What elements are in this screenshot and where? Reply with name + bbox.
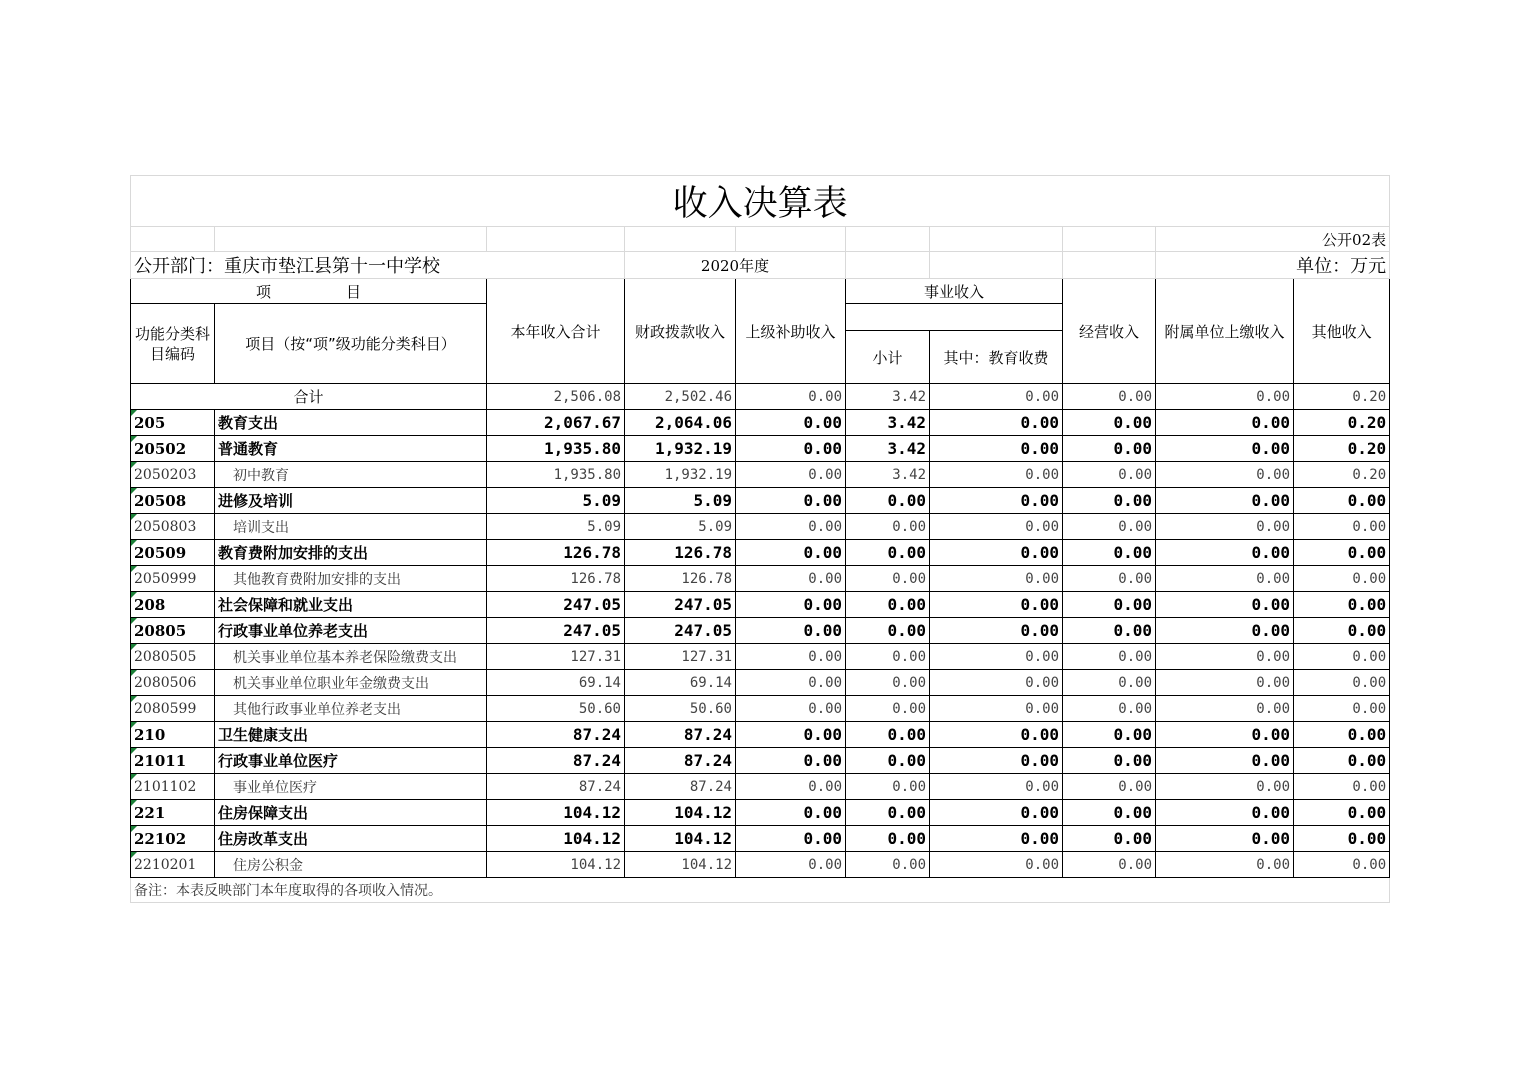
amount-cell: 0.00 <box>930 436 1063 462</box>
amount-cell: 0.00 <box>1294 566 1390 592</box>
amount-cell: 0.00 <box>1063 488 1156 514</box>
item-name-cell: 住房改革支出 <box>215 826 487 852</box>
col-fiscal-allocation: 财政拨款收入 <box>625 279 736 384</box>
amount-cell: 0.00 <box>1156 800 1294 826</box>
amount-cell: 0.00 <box>1156 852 1294 878</box>
amount-cell: 5.09 <box>625 488 736 514</box>
amount-cell: 3.42 <box>846 436 930 462</box>
amount-cell: 0.00 <box>846 852 930 878</box>
amount-cell: 104.12 <box>625 800 736 826</box>
item-name-cell: 住房公积金 <box>215 852 487 878</box>
col-subtotal: 小计 <box>846 331 930 384</box>
amount-cell: 0.00 <box>736 618 846 644</box>
footnote: 备注：本表反映部门本年度取得的各项收入情况。 <box>131 878 1390 903</box>
amount-cell: 0.00 <box>1156 514 1294 540</box>
amount-cell: 126.78 <box>487 566 625 592</box>
item-name-cell: 机关事业单位基本养老保险缴费支出 <box>215 644 487 670</box>
amount-cell: 0.00 <box>930 514 1063 540</box>
function-code-cell: 21011 <box>131 748 215 774</box>
item-name-cell: 其他教育费附加安排的支出 <box>215 566 487 592</box>
amount-cell: 0.00 <box>930 462 1063 488</box>
table-row <box>131 722 1390 748</box>
item-name-cell: 社会保障和就业支出 <box>215 592 487 618</box>
amount-cell: 0.00 <box>1294 592 1390 618</box>
amount-cell: 0.00 <box>1063 670 1156 696</box>
amount-cell: 0.00 <box>1063 748 1156 774</box>
amount-cell: 0.00 <box>736 748 846 774</box>
function-code-cell: 20502 <box>131 436 215 462</box>
amount-cell: 104.12 <box>487 826 625 852</box>
amount-cell: 5.09 <box>625 514 736 540</box>
amount-cell: 0.00 <box>846 566 930 592</box>
amount-cell: 104.12 <box>487 800 625 826</box>
table-row <box>131 592 1390 618</box>
amount-cell: 0.00 <box>846 540 930 566</box>
business-income-header: 事业收入 <box>846 279 1063 304</box>
amount-cell: 0.00 <box>930 644 1063 670</box>
amount-cell: 0.00 <box>1156 722 1294 748</box>
amount-cell: 5.09 <box>487 514 625 540</box>
col-operating-income: 经营收入 <box>1063 279 1156 384</box>
total-value: 0.00 <box>930 384 1063 410</box>
amount-cell: 0.00 <box>846 592 930 618</box>
amount-cell: 69.14 <box>487 670 625 696</box>
unit-label: 单位：万元 <box>1156 252 1390 279</box>
amount-cell: 0.00 <box>930 592 1063 618</box>
amount-cell: 2,067.67 <box>487 410 625 436</box>
amount-cell: 0.00 <box>736 488 846 514</box>
amount-cell: 0.00 <box>930 618 1063 644</box>
total-label: 合计 <box>131 384 487 410</box>
amount-cell: 0.00 <box>1063 410 1156 436</box>
amount-cell: 0.00 <box>1063 826 1156 852</box>
function-code-cell: 2080599 <box>131 696 215 722</box>
form-number: 公开02表 <box>1156 227 1390 252</box>
amount-cell: 87.24 <box>625 722 736 748</box>
item-name-cell: 机关事业单位职业年金缴费支出 <box>215 670 487 696</box>
department-name: 公开部门：重庆市垫江县第十一中学校 <box>131 252 625 279</box>
amount-cell: 0.00 <box>1063 618 1156 644</box>
amount-cell: 0.00 <box>1156 618 1294 644</box>
amount-cell: 0.00 <box>1294 748 1390 774</box>
item-name-cell: 行政事业单位医疗 <box>215 748 487 774</box>
col-total-income: 本年收入合计 <box>487 279 625 384</box>
amount-cell: 0.00 <box>1156 644 1294 670</box>
col-item-name: 项目（按“项”级功能分类科目） <box>215 304 487 384</box>
amount-cell: 1,932.19 <box>625 462 736 488</box>
function-code-cell: 2080505 <box>131 644 215 670</box>
table-row <box>131 540 1390 566</box>
amount-cell: 0.00 <box>1156 670 1294 696</box>
total-value: 0.00 <box>1063 384 1156 410</box>
amount-cell: 104.12 <box>487 852 625 878</box>
total-value: 2,502.46 <box>625 384 736 410</box>
amount-cell: 0.00 <box>1294 618 1390 644</box>
item-name-cell: 培训支出 <box>215 514 487 540</box>
amount-cell: 127.31 <box>487 644 625 670</box>
table-row <box>131 670 1390 696</box>
amount-cell: 0.00 <box>736 774 846 800</box>
amount-cell: 0.00 <box>1063 774 1156 800</box>
amount-cell: 0.00 <box>1063 722 1156 748</box>
function-code-cell: 20508 <box>131 488 215 514</box>
amount-cell: 247.05 <box>625 618 736 644</box>
amount-cell: 0.00 <box>930 774 1063 800</box>
table-row <box>131 748 1390 774</box>
amount-cell: 0.20 <box>1294 436 1390 462</box>
amount-cell: 0.00 <box>1063 514 1156 540</box>
function-code-cell: 210 <box>131 722 215 748</box>
function-code-cell: 2050999 <box>131 566 215 592</box>
amount-cell: 104.12 <box>625 852 736 878</box>
amount-cell: 0.00 <box>930 670 1063 696</box>
amount-cell: 0.00 <box>846 514 930 540</box>
table-row <box>131 462 1390 488</box>
amount-cell: 50.60 <box>487 696 625 722</box>
amount-cell: 0.00 <box>1156 566 1294 592</box>
table-row <box>131 800 1390 826</box>
item-name-cell: 教育费附加安排的支出 <box>215 540 487 566</box>
amount-cell: 3.42 <box>846 410 930 436</box>
amount-cell: 0.00 <box>930 722 1063 748</box>
amount-cell: 247.05 <box>487 592 625 618</box>
amount-cell: 0.00 <box>846 748 930 774</box>
function-code-cell: 208 <box>131 592 215 618</box>
col-function-code: 功能分类科目编码 <box>131 304 215 384</box>
amount-cell: 0.00 <box>1063 696 1156 722</box>
amount-cell: 0.00 <box>736 696 846 722</box>
amount-cell: 50.60 <box>625 696 736 722</box>
function-code-cell: 2101102 <box>131 774 215 800</box>
table-row <box>131 488 1390 514</box>
amount-cell: 0.00 <box>736 540 846 566</box>
table-row <box>131 852 1390 878</box>
col-superior-subsidy: 上级补助收入 <box>736 279 846 384</box>
amount-cell: 0.20 <box>1294 462 1390 488</box>
amount-cell: 0.00 <box>1156 436 1294 462</box>
amount-cell: 0.00 <box>736 410 846 436</box>
total-value: 2,506.08 <box>487 384 625 410</box>
amount-cell: 0.00 <box>1063 540 1156 566</box>
amount-cell: 0.00 <box>1294 774 1390 800</box>
table-row <box>131 826 1390 852</box>
amount-cell: 0.00 <box>1294 488 1390 514</box>
amount-cell: 87.24 <box>487 748 625 774</box>
total-value: 0.00 <box>1156 384 1294 410</box>
table-row <box>131 514 1390 540</box>
amount-cell: 0.00 <box>846 774 930 800</box>
amount-cell: 0.00 <box>1156 410 1294 436</box>
amount-cell: 87.24 <box>487 722 625 748</box>
amount-cell: 5.09 <box>487 488 625 514</box>
function-code-cell: 221 <box>131 800 215 826</box>
amount-cell: 0.00 <box>736 566 846 592</box>
amount-cell: 1,935.80 <box>487 436 625 462</box>
amount-cell: 0.20 <box>1294 410 1390 436</box>
amount-cell: 0.00 <box>1156 462 1294 488</box>
amount-cell: 0.00 <box>736 826 846 852</box>
amount-cell: 0.00 <box>1294 722 1390 748</box>
amount-cell: 0.00 <box>736 436 846 462</box>
function-code-cell: 20509 <box>131 540 215 566</box>
col-education-fee: 其中：教育收费 <box>930 331 1063 384</box>
amount-cell: 0.00 <box>1063 462 1156 488</box>
amount-cell: 0.00 <box>1294 540 1390 566</box>
function-code-cell: 2210201 <box>131 852 215 878</box>
amount-cell: 247.05 <box>487 618 625 644</box>
amount-cell: 0.00 <box>930 800 1063 826</box>
item-name-cell: 卫生健康支出 <box>215 722 487 748</box>
amount-cell: 0.00 <box>1156 774 1294 800</box>
amount-cell: 126.78 <box>625 540 736 566</box>
amount-cell: 0.00 <box>846 670 930 696</box>
amount-cell: 87.24 <box>625 748 736 774</box>
amount-cell: 0.00 <box>930 410 1063 436</box>
amount-cell: 127.31 <box>625 644 736 670</box>
amount-cell: 69.14 <box>625 670 736 696</box>
amount-cell: 0.00 <box>1294 670 1390 696</box>
amount-cell: 0.00 <box>930 852 1063 878</box>
amount-cell: 0.00 <box>1156 826 1294 852</box>
amount-cell: 0.00 <box>1156 488 1294 514</box>
col-affiliated-income: 附属单位上缴收入 <box>1156 279 1294 384</box>
table-row <box>131 566 1390 592</box>
item-name-cell: 普通教育 <box>215 436 487 462</box>
amount-cell: 0.00 <box>736 514 846 540</box>
col-other-income: 其他收入 <box>1294 279 1390 384</box>
page-title: 收入决算表 <box>131 176 1390 227</box>
item-name-cell: 教育支出 <box>215 410 487 436</box>
item-name-cell: 初中教育 <box>215 462 487 488</box>
amount-cell: 87.24 <box>487 774 625 800</box>
item-name-cell: 进修及培训 <box>215 488 487 514</box>
amount-cell: 0.00 <box>736 722 846 748</box>
table-row <box>131 774 1390 800</box>
amount-cell: 0.00 <box>1156 696 1294 722</box>
amount-cell: 3.42 <box>846 462 930 488</box>
function-code-cell: 205 <box>131 410 215 436</box>
amount-cell: 0.00 <box>1294 514 1390 540</box>
amount-cell: 0.00 <box>846 618 930 644</box>
amount-cell: 0.00 <box>930 488 1063 514</box>
amount-cell: 0.00 <box>930 826 1063 852</box>
item-group-header: 项 目 <box>131 279 487 304</box>
amount-cell: 0.00 <box>846 488 930 514</box>
amount-cell: 0.00 <box>1294 696 1390 722</box>
amount-cell: 247.05 <box>625 592 736 618</box>
item-name-cell: 行政事业单位养老支出 <box>215 618 487 644</box>
total-value: 3.42 <box>846 384 930 410</box>
item-name-cell: 住房保障支出 <box>215 800 487 826</box>
amount-cell: 0.00 <box>930 696 1063 722</box>
amount-cell: 0.00 <box>1294 644 1390 670</box>
amount-cell: 2,064.06 <box>625 410 736 436</box>
amount-cell: 0.00 <box>1063 592 1156 618</box>
amount-cell: 0.00 <box>1156 540 1294 566</box>
amount-cell: 87.24 <box>625 774 736 800</box>
amount-cell: 0.00 <box>1294 852 1390 878</box>
amount-cell: 0.00 <box>846 696 930 722</box>
amount-cell: 126.78 <box>487 540 625 566</box>
amount-cell: 0.00 <box>846 644 930 670</box>
amount-cell: 0.00 <box>736 670 846 696</box>
amount-cell: 0.00 <box>1156 592 1294 618</box>
amount-cell: 1,932.19 <box>625 436 736 462</box>
amount-cell: 0.00 <box>1156 748 1294 774</box>
function-code-cell: 20805 <box>131 618 215 644</box>
amount-cell: 0.00 <box>736 644 846 670</box>
amount-cell: 0.00 <box>1063 436 1156 462</box>
item-name-cell: 事业单位医疗 <box>215 774 487 800</box>
table-row <box>131 696 1390 722</box>
function-code-cell: 22102 <box>131 826 215 852</box>
table-row <box>131 436 1390 462</box>
function-code-cell: 2080506 <box>131 670 215 696</box>
table-row <box>131 618 1390 644</box>
item-name-cell: 其他行政事业单位养老支出 <box>215 696 487 722</box>
amount-cell: 0.00 <box>1063 644 1156 670</box>
amount-cell: 0.00 <box>846 800 930 826</box>
amount-cell: 0.00 <box>736 852 846 878</box>
table-row <box>131 644 1390 670</box>
amount-cell: 0.00 <box>1063 852 1156 878</box>
table-row <box>131 410 1390 436</box>
amount-cell: 0.00 <box>1294 800 1390 826</box>
function-code-cell: 2050803 <box>131 514 215 540</box>
amount-cell: 0.00 <box>930 566 1063 592</box>
total-value: 0.00 <box>736 384 846 410</box>
total-value: 0.20 <box>1294 384 1390 410</box>
fiscal-year: 2020年度 <box>625 252 846 279</box>
amount-cell: 0.00 <box>846 826 930 852</box>
amount-cell: 0.00 <box>930 748 1063 774</box>
amount-cell: 126.78 <box>625 566 736 592</box>
amount-cell: 0.00 <box>736 592 846 618</box>
total-row <box>131 384 1390 410</box>
income-statement-table <box>130 175 1390 903</box>
amount-cell: 0.00 <box>1294 826 1390 852</box>
amount-cell: 0.00 <box>736 800 846 826</box>
amount-cell: 104.12 <box>625 826 736 852</box>
amount-cell: 0.00 <box>1063 800 1156 826</box>
amount-cell: 0.00 <box>736 462 846 488</box>
amount-cell: 1,935.80 <box>487 462 625 488</box>
amount-cell: 0.00 <box>930 540 1063 566</box>
function-code-cell: 2050203 <box>131 462 215 488</box>
amount-cell: 0.00 <box>846 722 930 748</box>
amount-cell: 0.00 <box>1063 566 1156 592</box>
